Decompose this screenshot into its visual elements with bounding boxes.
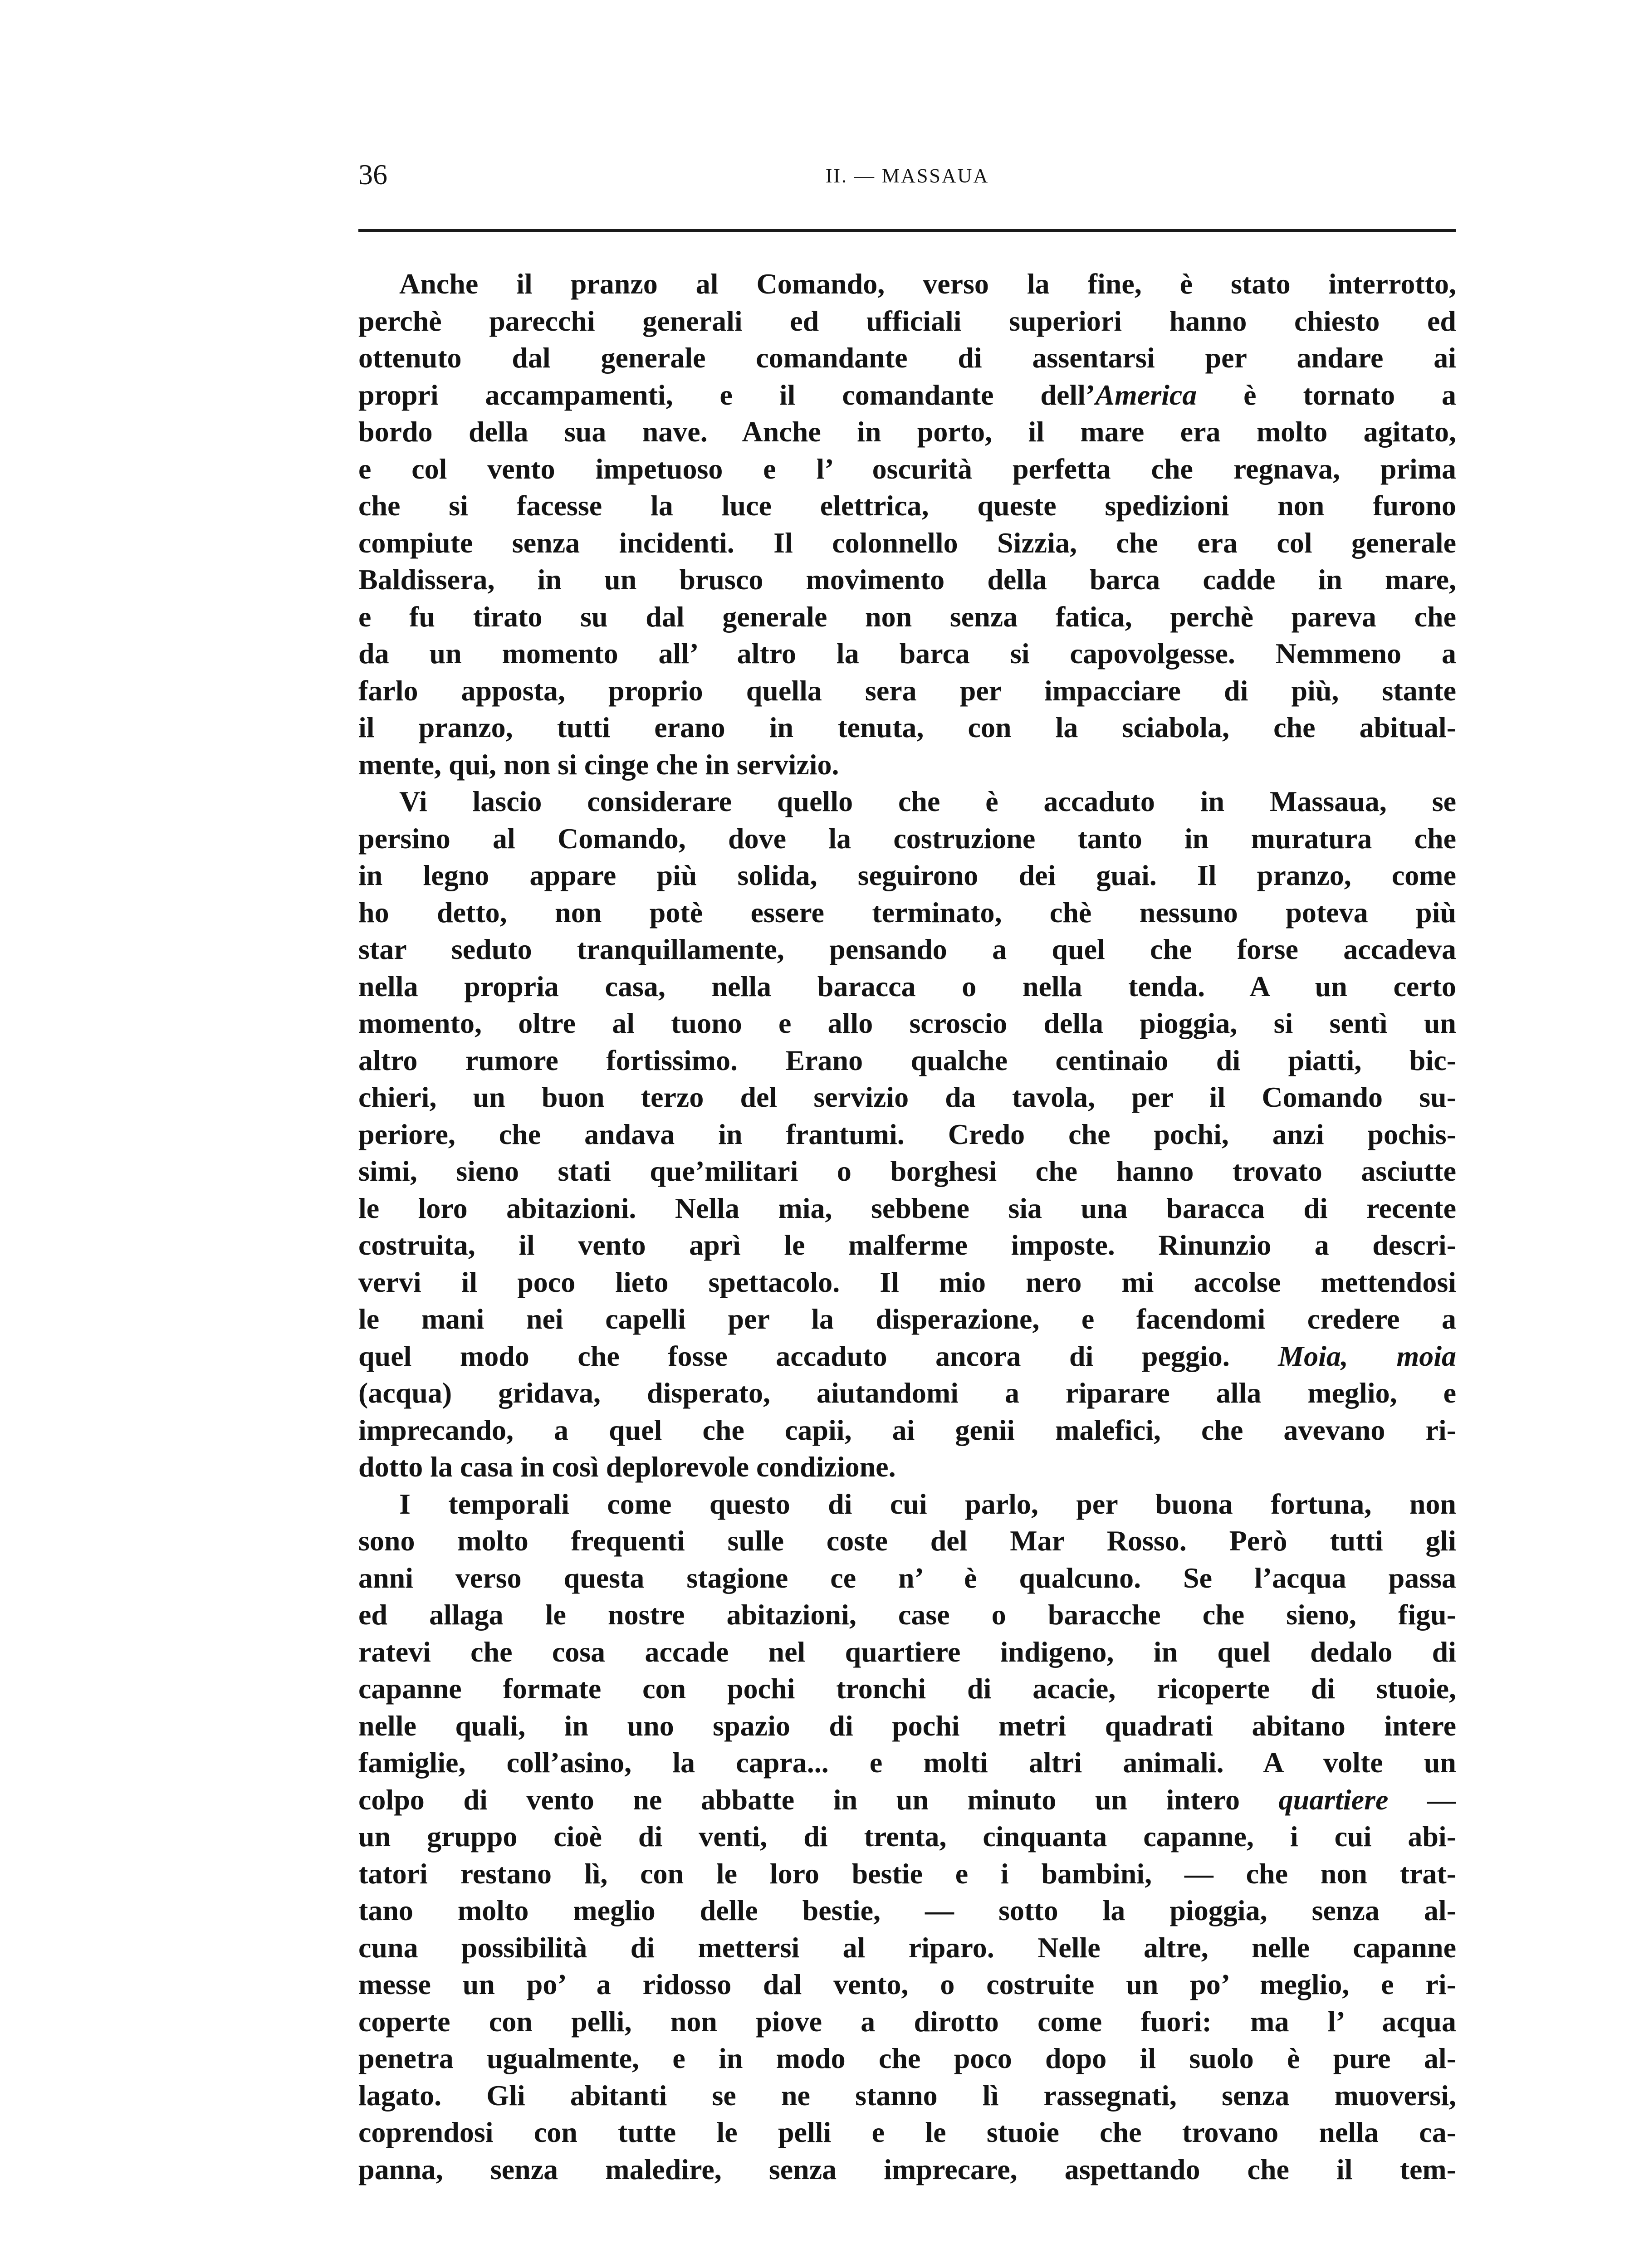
text-line: star seduto tranquillamente, pensando a quel che forse accadeva [358, 933, 1456, 965]
text-line: che si facesse la luce elettrica, queste spedizioni non furono [358, 489, 1456, 522]
text-segment: quel modo che fosse accaduto ancora di peggio. [358, 1339, 1278, 1372]
text-line: I temporali come questo di cui parlo, per buona fortuna, non [399, 1487, 1456, 1520]
running-head: II. — MASSAUA [825, 165, 989, 187]
text-line: da un momento all’ altro la barca si capovolgesse. Nemmeno a [358, 637, 1456, 670]
text-line: periore, che andava in frantumi. Credo che pochi, anzi pochis- [358, 1118, 1456, 1150]
text-line: mente, qui, non si cinge che in servizio. [358, 748, 839, 781]
text-line: costruita, il vento aprì le malferme imposte. Rinunzio a descri- [358, 1229, 1456, 1261]
text-line: anni verso questa stagione ce n’ è qualcuno. Se l’acqua passa [358, 1561, 1456, 1594]
text-line: lagato. Gli abitanti se ne stanno lì rassegnati, senza muoversi, [358, 2079, 1456, 2112]
text-line: perchè parecchi generali ed ufficiali superiori hanno chiesto ed [358, 304, 1456, 337]
text-line: le mani nei capelli per la disperazione, e facendomi credere a [358, 1303, 1456, 1335]
text-line: bordo della sua nave. Anche in porto, il mare era molto agitato, [358, 415, 1456, 448]
text-line: e col vento impetuoso e l’ oscurità perfetta che regnava, prima [358, 452, 1456, 485]
text-line: sono molto frequenti sulle coste del Mar Rosso. Però tutti gli [358, 1525, 1456, 1557]
text-line: altro rumore fortissimo. Erano qualche centinaio di piatti, bic- [358, 1044, 1456, 1076]
text-line: un gruppo cioè di venti, di trenta, cinquanta capanne, i cui abi- [358, 1820, 1456, 1853]
text-line: penetra ugualmente, e in modo che poco dopo il suolo è pure al- [358, 2042, 1456, 2074]
text-segment: — [1388, 1783, 1456, 1816]
header-rule [358, 229, 1456, 232]
text-line: coprendosi con tutte le pelli e le stuoie che trovano nella ca- [358, 2116, 1456, 2148]
text-line: simi, sieno stati que’militari o borghesi che hanno trovato asciutte [358, 1155, 1456, 1187]
text-line: chieri, un buon terzo del servizio da tavola, per il Comando su- [358, 1081, 1456, 1113]
text-line: nella propria casa, nella baracca o nella tenda. A un certo [358, 970, 1456, 1002]
text-line: momento, oltre al tuono e allo scroscio della pioggia, si sentì un [358, 1007, 1456, 1039]
italic-text: America [1095, 378, 1197, 411]
page-number: 36 [358, 158, 387, 191]
text-line: le loro abitazioni. Nella mia, sebbene sia una baracca di recente [358, 1192, 1456, 1224]
text-line: e fu tirato su dal generale non senza fatica, perchè pareva che [358, 600, 1456, 633]
text-segment: colpo di vento ne abbatte in un minuto un intero [358, 1783, 1279, 1816]
text-line: capanne formate con pochi tronchi di acacie, ricoperte di stuoie, [358, 1672, 1456, 1705]
text-line: messe un po’ a ridosso dal vento, o costruite un po’ meglio, e ri- [358, 1968, 1456, 2000]
text-segment: propri accampamenti, e il comandante dell’ [358, 378, 1096, 411]
text-line: panna, senza maledire, senza imprecare, aspettando che il tem- [358, 2153, 1456, 2185]
text-line: ratevi che cosa accade nel quartiere indigeno, in quel dedalo di [358, 1635, 1456, 1668]
italic-text: Moia, moia [1278, 1339, 1456, 1372]
text-line: cuna possibilità di mettersi al riparo. Nelle altre, nelle capanne [358, 1931, 1456, 1964]
text-line: vervi il poco lieto spettacolo. Il mio nero mi accolse mettendosi [358, 1266, 1456, 1298]
text-line [358, 376, 1456, 414]
text-line: Baldissera, in un brusco movimento della barca cadde in mare, [358, 563, 1456, 596]
text-line: ottenuto dal generale comandante di assentarsi per andare ai [358, 342, 1456, 374]
text-line: ho detto, non potè essere terminato, chè nessuno poteva più [358, 896, 1456, 929]
text-line: in legno appare più solida, seguirono dei guai. Il pranzo, come [358, 859, 1456, 891]
text-line: il pranzo, tutti erano in tenuta, con la sciabola, che abitual- [358, 711, 1456, 743]
text-line [358, 1338, 1456, 1375]
text-line: coperte con pelli, non piove a dirotto come fuori: ma l’ acqua [358, 2005, 1456, 2038]
text-line: (acqua) gridava, disperato, aiutandomi a riparare alla meglio, e [358, 1377, 1456, 1409]
text-line: famiglie, coll’asino, la capra... e molti altri animali. A volte un [358, 1746, 1456, 1779]
text-line [358, 1781, 1456, 1818]
italic-text: quartiere [1278, 1783, 1389, 1816]
text-line: tano molto meglio delle bestie, — sotto la pioggia, senza al- [358, 1894, 1456, 1926]
text-line: tatori restano lì, con le loro bestie e i bambini, — che non trat- [358, 1857, 1456, 1890]
text-line: persino al Comando, dove la costruzione tanto in muratura che [358, 822, 1456, 855]
text-line: Vi lascio considerare quello che è accaduto in Massaua, se [399, 785, 1456, 817]
text-line: imprecando, a quel che capii, ai genii malefici, che avevano ri- [358, 1413, 1456, 1446]
text-line: ed allaga le nostre abitazioni, case o baracche che sieno, figu- [358, 1598, 1456, 1631]
body-text [358, 265, 1456, 2188]
page-header [358, 156, 1456, 206]
text-segment: è tornato a [1197, 378, 1456, 411]
text-line: Anche il pranzo al Comando, verso la fine, è stato interrotto, [399, 268, 1456, 300]
text-line: nelle quali, in uno spazio di pochi metri quadrati abitano intere [358, 1709, 1456, 1742]
text-line: compiute senza incidenti. Il colonnello Sizzia, che era col generale [358, 526, 1456, 559]
text-line: dotto la casa in così deplorevole condizione. [358, 1451, 896, 1483]
text-line: farlo apposta, proprio quella sera per impacciare di più, stante [358, 674, 1456, 707]
